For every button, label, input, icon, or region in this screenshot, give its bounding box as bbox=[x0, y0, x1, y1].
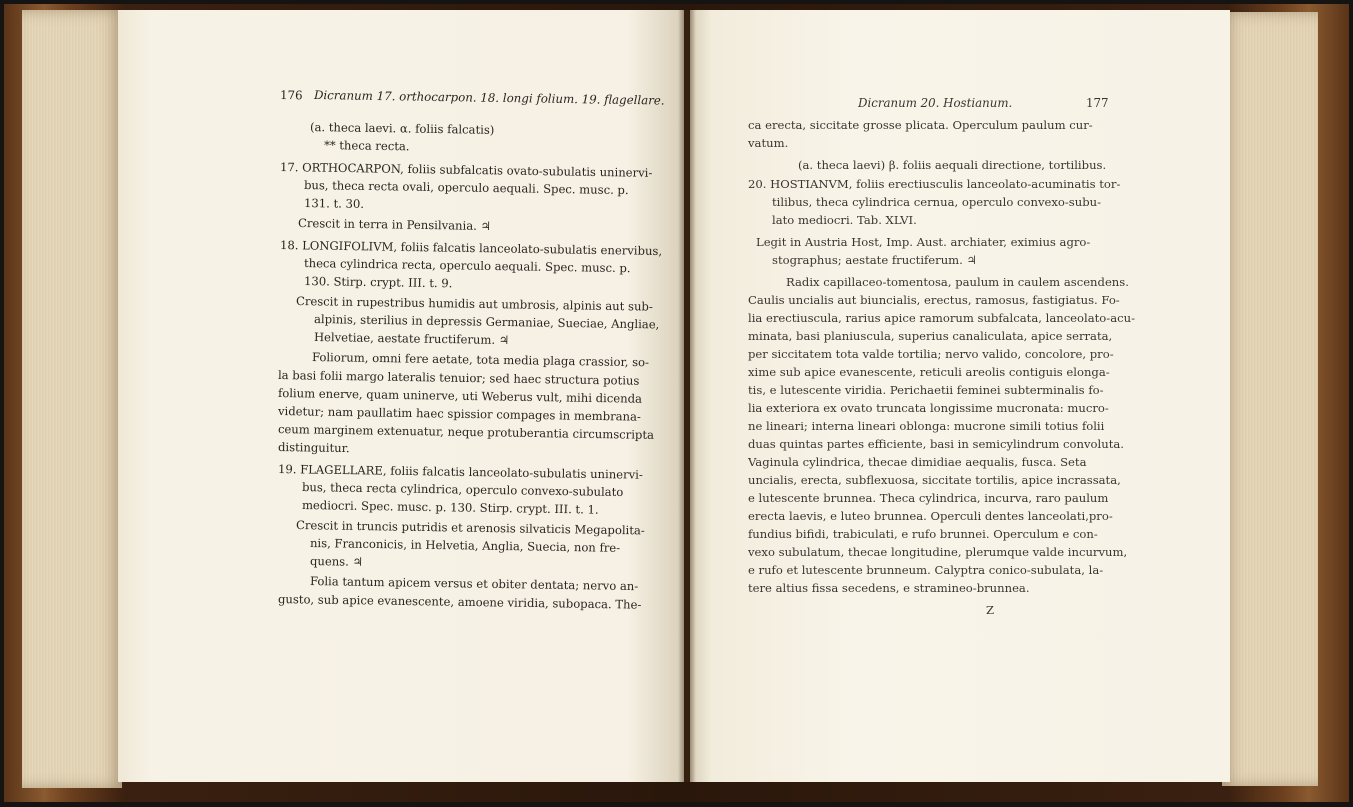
text-line: ** theca recta. bbox=[323, 138, 410, 154]
text-line: Crescit in truncis putridis et arenosis silvaticis Megapolita- bbox=[295, 518, 645, 538]
text-line: lato mediocri. Tab. XLVI. bbox=[772, 213, 917, 227]
text-line: erecta laevis, e luteo brunnea. Operculi dentes lanceolati,pro- bbox=[748, 509, 1113, 523]
text-line: 20. HOSTIANVM, foliis erectiusculis lanceolato-acuminatis tor- bbox=[748, 177, 1121, 191]
text-line: tere altius fissa secedens, e stramineo-brunnea. bbox=[748, 581, 1030, 595]
text-line: 131. t. 30. bbox=[303, 196, 365, 211]
text-line: 19. FLAGELLARE, foliis falcatis lanceolato-subulatis uninervi- bbox=[277, 462, 643, 482]
text-line: ceum marginem extenuatur, neque protuberantia circumscripta bbox=[277, 422, 655, 442]
text-line: gusto, sub apice evanescente, amoene viridia, subopaca. The- bbox=[277, 592, 642, 612]
text-line: bus, theca recta ovali, operculo aequali. Spec. musc. p. bbox=[303, 178, 629, 198]
text-line: stographus; aestate fructiferum. ♃ bbox=[772, 253, 977, 267]
text-line: 18. LONGIFOLIVM, foliis falcatis lanceolato-subulatis enervibus, bbox=[279, 238, 663, 259]
left-page-number: 176 bbox=[279, 88, 303, 103]
right-running-header: Dicranum 20. Hostianum. bbox=[858, 96, 1013, 110]
text-line: alpinis, sterilius in depressis Germaniae, Sueciae, Angliae, bbox=[313, 312, 660, 332]
text-line: lia exteriora ex ovato truncata longissime mucronata: mucro- bbox=[748, 401, 1109, 415]
text-line: per siccitatem tota valde tortilia; nervo valido, concolore, pro- bbox=[748, 347, 1114, 361]
signature-mark: Z bbox=[986, 603, 995, 617]
text-line: vexo subulatum, thecae longitudine, plerumque valde incurvum, bbox=[748, 545, 1128, 559]
text-line: Vaginula cylindrica, thecae dimidiae aequalis, fusca. Seta bbox=[748, 455, 1087, 469]
text-line: uncialis, erecta, subflexuosa, siccitate tortilis, apice incrassata, bbox=[748, 473, 1121, 487]
text-line: Caulis uncialis aut biuncialis, erectus, ramosus, fastigiatus. Fo- bbox=[748, 293, 1120, 307]
text-line: minata, basi planiuscula, superius canaliculata, apice serrata, bbox=[748, 329, 1113, 343]
text-line: videtur; nam paullatim haec spissior compages in membrana- bbox=[277, 404, 642, 424]
text-line: e lutescente brunnea. Theca cylindrica, incurva, raro paulum bbox=[748, 491, 1109, 505]
text-line: folium enerve, quam uninerve, uti Weberus vult, mihi dicenda bbox=[277, 386, 643, 406]
text-line: tilibus, theca cylindrica cernua, operculo convexo-subu- bbox=[772, 195, 1102, 209]
text-line: bus, theca recta cylindrica, operculo convexo-subulato bbox=[301, 480, 624, 500]
text-line: (a. theca laevi. α. foliis falcatis) bbox=[309, 120, 495, 137]
text-line: fundius bifidi, trabiculati, e rufo brunnei. Operculum e con- bbox=[748, 527, 1098, 541]
text-line: e rufo et lutescente brunneum. Calyptra conico-subulata, la- bbox=[748, 563, 1104, 577]
right-page bbox=[690, 10, 1230, 782]
text-line: Crescit in terra in Pensilvania. ♃ bbox=[297, 216, 492, 234]
text-line: ne lineari; interna lineari oblonga: mucrone simili totius folii bbox=[748, 419, 1105, 433]
text-line: quens. ♃ bbox=[309, 554, 364, 569]
text-line: Foliorum, omni fere aetate, tota media plaga crassior, so- bbox=[311, 350, 650, 370]
text-line: theca cylindrica recta, operculo aequali. Spec. musc. p. bbox=[303, 256, 631, 276]
text-line: Radix capillaceo-tomentosa, paulum in caulem ascendens. bbox=[786, 275, 1129, 289]
text-line: nis, Franconicis, in Helvetia, Anglia, Suecia, non fre- bbox=[309, 536, 621, 555]
text-line: vatum. bbox=[748, 136, 789, 150]
left-running-header: Dicranum 17. orthocarpon. 18. longi folium. 19. flagellare. bbox=[313, 88, 665, 108]
text-line: xime sub apice evanescente, reticuli areolis contiguis elonga- bbox=[748, 365, 1110, 379]
text-line: Crescit in rupestribus humidis aut umbrosis, alpinis aut sub- bbox=[295, 294, 653, 314]
left-page bbox=[118, 10, 684, 782]
text-line: la basi folii margo lateralis tenuior; sed haec structura potius bbox=[277, 368, 640, 388]
page-edges-right bbox=[1222, 12, 1318, 786]
text-line: mediocri. Spec. musc. p. 130. Stirp. crypt. III. t. 1. bbox=[301, 498, 599, 517]
text-line: distinguitur. bbox=[277, 440, 350, 456]
page-edges-left bbox=[22, 10, 122, 788]
text-line: 130. Stirp. crypt. III. t. 9. bbox=[303, 274, 453, 291]
text-line: 17. ORTHOCARPON, foliis subfalcatis ovato-subulatis uninervi- bbox=[279, 160, 653, 180]
text-line: Helvetiae, aestate fructiferum. ♃ bbox=[313, 330, 510, 348]
right-page-number: 177 bbox=[1086, 96, 1109, 110]
text-line: Legit in Austria Host, Imp. Aust. archiater, eximius agro- bbox=[756, 235, 1091, 249]
text-line: ca erecta, siccitate grosse plicata. Operculum paulum cur- bbox=[748, 118, 1093, 132]
book-gutter bbox=[678, 10, 696, 782]
text-line: (a. theca laevi) β. foliis aequali directione, tortilibus. bbox=[798, 158, 1107, 172]
text-line: Folia tantum apicem versus et obiter dentata; nervo an- bbox=[309, 574, 639, 594]
text-line: lia erectiuscula, rarius apice ramorum subfalcata, lanceolato-acu- bbox=[748, 311, 1135, 325]
text-line: tis, e lutescente viridia. Perichaetii feminei subterminalis fo- bbox=[748, 383, 1104, 397]
text-line: duas quintas partes efficiente, basi in semicylindrum convoluta. bbox=[748, 437, 1124, 451]
